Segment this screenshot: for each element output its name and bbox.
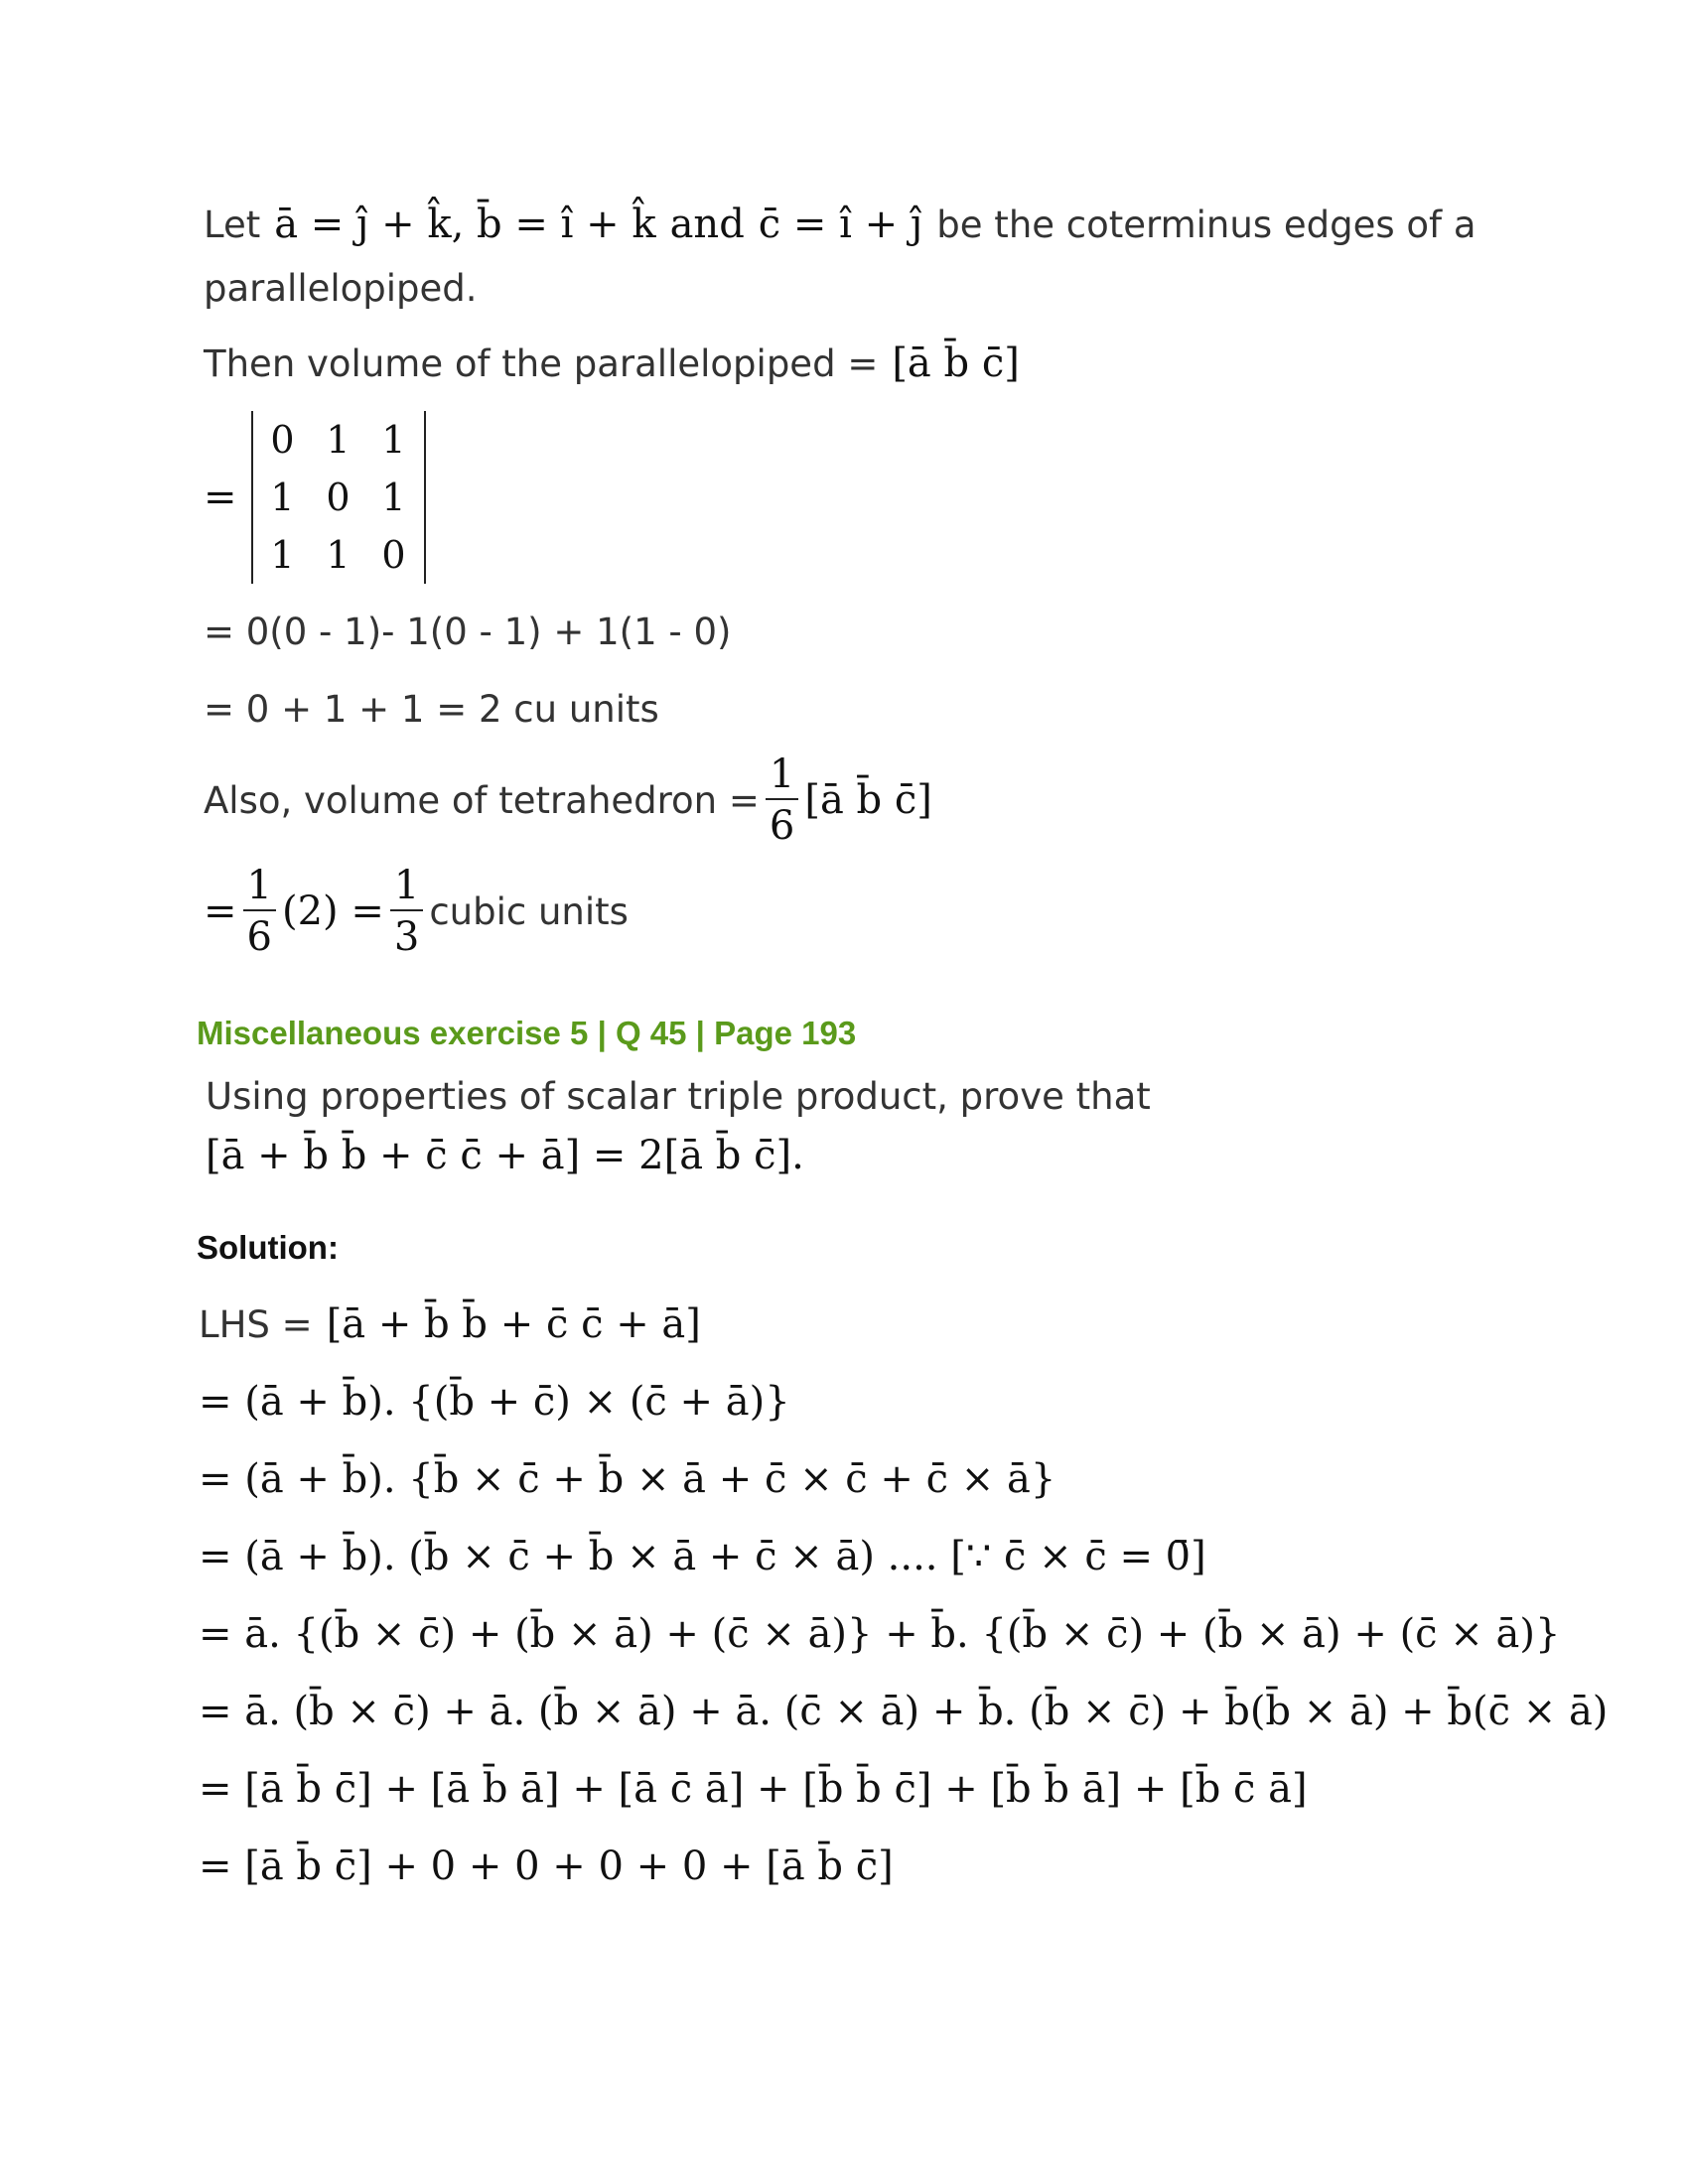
cubic-units-line	[204, 863, 629, 960]
fraction-one-sixth	[243, 863, 276, 960]
fraction-denominator: 6	[246, 914, 272, 960]
solution-step: = ā. {(b̄ × c̄) + (b̄ × ā) + (c̄ × ā)} + b̄. {(b̄ × c̄) + (b̄ × ā) + (c̄ × ā)}	[199, 1611, 1561, 1657]
expansion-line: = 0(0 - 1)- 1(0 - 1) + 1(1 - 0)	[204, 611, 732, 653]
cubic-units-text: cubic units	[429, 889, 629, 933]
question-line-1: Using properties of scalar triple product, prove that	[206, 1075, 1151, 1118]
det-cell: 0	[381, 533, 406, 577]
text-coterminus: be the coterminus edges of a	[936, 203, 1477, 246]
fraction-denominator: 6	[769, 803, 795, 849]
det-cell: 0	[270, 418, 295, 462]
fraction-one-sixth	[766, 751, 798, 849]
solution-step: = (ā + b̄). {b̄ × c̄ + b̄ × ā + c̄ × c̄ + c̄ × ā}	[199, 1456, 1056, 1502]
lhs-line	[199, 1301, 701, 1347]
math-vector-c: c̄ = î + ĵ	[758, 202, 923, 247]
determinant-line	[204, 411, 426, 584]
solution-step: = [ā b̄ c̄] + [ā b̄ ā] + [ā c̄ ā] + [b̄ b̄ c̄] + [b̄ b̄ ā] + [b̄ c̄ ā]	[199, 1766, 1308, 1812]
det-cell: 1	[326, 418, 351, 462]
triple-product: [ā b̄ c̄]	[892, 341, 1020, 386]
fraction-numerator: 1	[243, 866, 276, 911]
math-vectors-a-b: ā = ĵ + k̂, b̄ = î + k̂	[274, 202, 656, 247]
solution-step: = (ā + b̄). {(b̄ + c̄) × (c̄ + ā)}	[199, 1379, 790, 1425]
det-cell: 1	[270, 533, 295, 577]
question-line-2: [ā + b̄ b̄ + c̄ c̄ + ā] = 2[ā b̄ c̄].	[206, 1133, 804, 1178]
problem-line-2: parallelopiped.	[204, 267, 478, 310]
text-and: and	[669, 202, 745, 247]
determinant	[251, 411, 426, 584]
text-let: Let	[204, 203, 261, 246]
equals-sign: =	[204, 888, 237, 934]
fraction-numerator: 1	[766, 754, 798, 800]
volume-text: Then volume of the parallelopiped =	[204, 341, 879, 385]
tetrahedron-text: Also, volume of tetrahedron =	[204, 778, 760, 822]
problem-line-1	[204, 202, 1477, 247]
product-two: (2) =	[281, 888, 384, 934]
triple-product: [ā b̄ c̄]	[804, 777, 932, 823]
solution-label: Solution:	[197, 1229, 339, 1266]
fraction-numerator: 1	[390, 866, 423, 911]
lhs-text: LHS =	[199, 1302, 313, 1346]
fraction-one-third	[390, 863, 423, 960]
det-cell: 1	[270, 476, 295, 519]
tetrahedron-line	[204, 751, 932, 849]
volume-line	[204, 341, 1020, 386]
equals-sign: =	[204, 475, 237, 520]
lhs-math: [ā + b̄ b̄ + c̄ c̄ + ā]	[326, 1301, 701, 1347]
solution-step: = ā. (b̄ × c̄) + ā. (b̄ × ā) + ā. (c̄ × ā) + b̄. (b̄ × c̄) + b̄(b̄ × ā) + b̄(c̄ × ā)	[199, 1689, 1609, 1734]
det-cell: 1	[326, 533, 351, 577]
solution-step: = (ā + b̄). (b̄ × c̄ + b̄ × ā + c̄ × ā) .... [∵ c̄ × c̄ = 0̄]	[199, 1534, 1206, 1579]
exercise-heading: Miscellaneous exercise 5 | Q 45 | Page 193	[197, 1015, 857, 1051]
det-cell: 0	[326, 476, 351, 519]
fraction-denominator: 3	[393, 914, 420, 960]
result-line: = 0 + 1 + 1 = 2 cu units	[204, 688, 659, 731]
solution-step: = [ā b̄ c̄] + 0 + 0 + 0 + 0 + [ā b̄ c̄]	[199, 1843, 894, 1889]
det-cell: 1	[381, 476, 406, 519]
det-cell: 1	[381, 418, 406, 462]
